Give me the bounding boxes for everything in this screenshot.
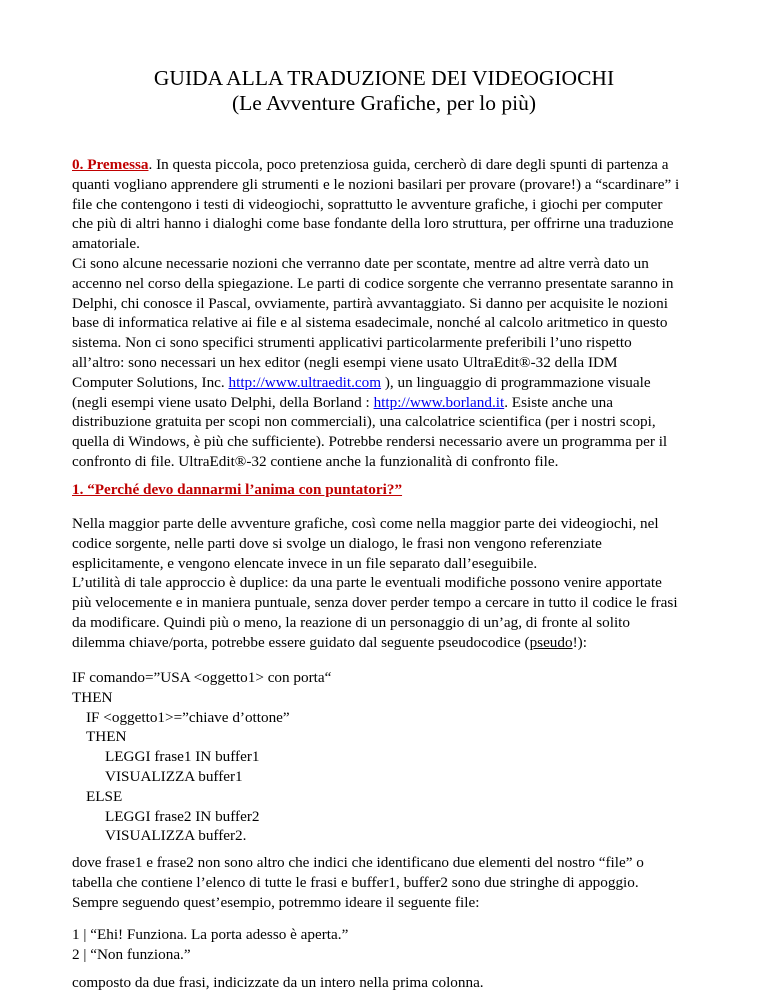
code-line: LEGGI frase1 IN buffer1 xyxy=(105,748,260,766)
premessa-line: amatoriale. xyxy=(72,235,140,253)
premessa-paragraph xyxy=(72,155,712,472)
pseudocode-block xyxy=(72,668,712,846)
code-line: THEN xyxy=(86,728,127,746)
section-1-text: dilemma chiave/porta, potrebbe essere guidato dal seguente pseudocodice ( xyxy=(72,633,530,651)
after-code-line: Sempre seguendo quest’esempio, potremmo ideare il seguente file: xyxy=(72,893,480,911)
premessa-line: distribuzione gratuita per scopi non commerciali), una calcolatrice scientifica (per i nostri scopi, xyxy=(72,413,656,431)
premessa-text: . Esiste anche una xyxy=(504,393,614,411)
code-line: ELSE xyxy=(86,787,123,805)
premessa-line: Delphi, chi conosce il Pascal, ovviamente, partirà avvantaggiato. Si danno per acquisite le nozioni xyxy=(72,294,668,312)
closing-line: composto da due frasi, indicizzate da un intero nella prima colonna. xyxy=(72,974,484,991)
section-1-paragraph xyxy=(72,514,712,653)
premessa-line: quanti vogliano apprendere gli strumenti e le nozioni basilari per provare (provare!) a “scardinare” i xyxy=(72,175,680,193)
premessa-link-line-1 xyxy=(72,373,712,393)
premessa-link-line-2 xyxy=(72,393,712,413)
premessa-text: ), un linguaggio di programmazione visuale xyxy=(381,373,651,391)
code-line: VISUALIZZA buffer2. xyxy=(105,827,247,845)
example-file-block xyxy=(72,925,712,965)
code-line: IF <oggetto1>=”chiave d’ottone” xyxy=(86,708,290,726)
file-line: 2 | “Non funziona.” xyxy=(72,945,191,963)
section-1-text: !): xyxy=(572,633,587,651)
after-code-line: dove frase1 e frase2 non sono altro che indici che identificano due elementi del nostro “file” o xyxy=(72,854,644,871)
section-1-line: più velocemente e in maniera puntuale, senza dover perder tempo a cercare in tutto il codice le frasi xyxy=(72,594,678,612)
code-line: LEGGI frase2 IN buffer2 xyxy=(105,807,260,825)
code-line: THEN xyxy=(72,688,113,706)
borland-link[interactable]: http://www.borland.it xyxy=(373,393,505,411)
premessa-first-line xyxy=(72,155,712,175)
after-code-paragraph xyxy=(72,853,712,912)
ultraedit-link[interactable]: http://www.ultraedit.com xyxy=(228,373,382,391)
section-1-heading: 1. “Perché devo dannarmi l’anima con puntatori?” xyxy=(72,481,403,498)
premessa-line: Ci sono alcune necessarie nozioni che verranno date per scontate, mentre ad altre verrà dato un xyxy=(72,254,649,272)
premessa-line: quella di Windows, è più che sufficiente). Potrebbe rendersi necessario avere un programma per il xyxy=(72,433,668,451)
section-1-line: da modificare. Quindi più o meno, la reazione di un personaggio di un’ag, di fronte al solito xyxy=(72,613,630,631)
premessa-line: accenno nel corso della spiegazione. Le parti di codice sorgente che verranno presentate saranno in xyxy=(72,274,674,292)
code-line: VISUALIZZA buffer1 xyxy=(105,767,243,785)
premessa-line: file che contengono i testi di videogiochi, soprattutto le avventure grafiche, i giochi per computer xyxy=(72,195,663,213)
section-1-line: Nella maggior parte delle avventure grafiche, così come nella maggior parte dei videogiochi, nel xyxy=(72,515,659,532)
premessa-line: all’altro: sono necessari un hex editor (negli esempi viene usato UltraEdit®-32 della IDM xyxy=(72,353,618,371)
after-code-line: tabella che contiene l’elenco di tutte le frasi e buffer1, buffer2 sono due stringhe di appoggio. xyxy=(72,873,639,891)
premessa-line: che più di altri hanno i dialoghi come base fondante della loro struttura, per offrirne una traduzione xyxy=(72,215,674,233)
section-1-line: L’utilità di tale approccio è duplice: da una parte le eventuali modifiche possono venire apportate xyxy=(72,574,662,592)
file-line: 1 | “Ehi! Funziona. La porta adesso è aperta.” xyxy=(72,926,349,943)
section-1-line: codice sorgente, nelle parti dove si svolge un dialogo, le frasi non vengono referenziate xyxy=(72,534,602,552)
premessa-first-line-text: . In questa piccola, poco pretenziosa guida, cercherò di dare degli spunti di partenza a xyxy=(148,156,669,173)
document-title: GUIDA ALLA TRADUZIONE DEI VIDEOGIOCHI xyxy=(153,66,615,90)
premessa-heading: 0. Premessa xyxy=(72,156,149,173)
premessa-line: confronto di file. UltraEdit®-32 contiene anche la funzionalità di confronto file. xyxy=(72,452,559,470)
section-1-heading-block xyxy=(72,480,712,500)
premessa-line: sistema. Non ci sono specifici strumenti applicativi particolarmente preferibili l’uno rispetto xyxy=(72,334,632,352)
section-1-last-line xyxy=(72,633,712,653)
premessa-line: base di informatica relative ai file e al sistema esadecimale, nonché al calcolo aritmetico in questo xyxy=(72,314,668,332)
closing-line-block xyxy=(72,973,712,993)
section-1-line: esplicitamente, e vengono elencate invece in un file separato dall’eseguibile. xyxy=(72,554,538,572)
code-line: IF comando=”USA <oggetto1> con porta“ xyxy=(72,669,332,686)
premessa-text: (negli esempi viene usato Delphi, della Borland : xyxy=(72,393,374,411)
pseudo-underlined: pseudo xyxy=(529,633,573,651)
document-subtitle: (Le Avventure Grafiche, per lo più) xyxy=(231,91,537,115)
premessa-text: Computer Solutions, Inc. xyxy=(72,373,229,391)
